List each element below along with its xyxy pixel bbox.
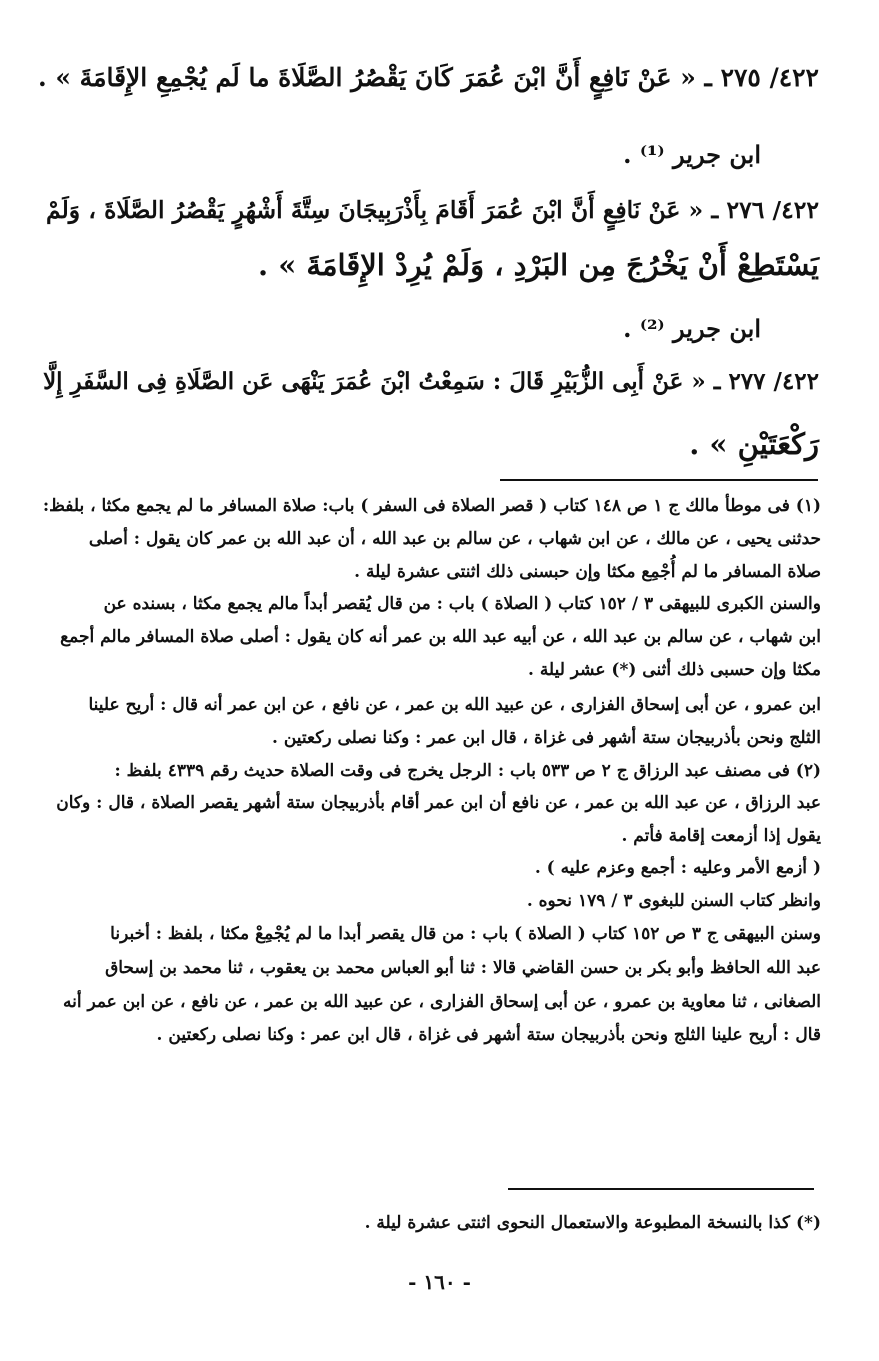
- footnote-line-13: وانظر كتاب السنن للبغوى ٣ / ١٧٩ نحوه .: [526, 891, 821, 911]
- footnote-line-12: ( أزمع الأمر وعليه : أجمع وعزم عليه ) .: [534, 858, 821, 878]
- footnote-line-8: الثلج ونحن بأذربيجان ستة أشهر فى غزاة ، قال ابن عمر : وكنا نصلى ركعتين .: [272, 728, 821, 748]
- hadith-275-source: ابن جرير ⁽¹⁾ .: [623, 140, 761, 169]
- hadith-277-line-1: ٤٢٢/ ٢٧٧ ـ « عَنْ أَبِى الزُّبَيْرِ قَالَ : سَمِعْتُ ابْنَ عُمَرَ يَنْهَى عَن الصَّلَاةِ فِى السَّفَرِ إِلَّا: [43, 368, 819, 395]
- editor-note-separator: [508, 1188, 814, 1190]
- footnote-line-4: والسنن الكبرى للبيهقى ٣ / ١٥٢ كتاب ( الصلاة ) باب : من قال يُقصر أبداً مالم يجمع مكثا ، بسنده عن: [103, 594, 821, 614]
- editor-note: (*) كذا بالنسخة المطبوعة والاستعمال النحوى اثنتى عشرة ليلة .: [364, 1213, 821, 1233]
- footnote-line-6: مكثا وإن حسبى ذلك أثنى (*) عشر ليلة .: [527, 660, 821, 680]
- footnote-line-7: ابن عمرو ، عن أبى إسحاق الفزارى ، عن عبيد الله بن عمر ، عن نافع ، عن ابن عمر أنه قال : أريح علينا: [88, 695, 821, 715]
- hadith-277-line-2: رَكْعَتَيْنِ » .: [689, 427, 819, 461]
- footnote-line-3: صلاة المسافر ما لم أُجْمِع مكثا وإن حبسنى ذلك اثنتى عشرة ليلة .: [354, 562, 821, 582]
- hadith-276-source: ابن جرير ⁽²⁾ .: [623, 314, 761, 343]
- footnote-line-5: ابن شهاب ، عن سالم بن عبد الله ، عن أبيه عبد الله بن عمر أنه كان يقول : أصلى صلاة المسافر مالم أجمع: [60, 627, 821, 647]
- footnote-line-10: عبد الرزاق ، عن عبد الله بن عمر ، عن نافع أن ابن عمر أقام بأذربيجان ستة أشهر يقصر الصلاة ، قال : وكان: [56, 793, 821, 813]
- footnote-line-15: عبد الله الحافظ وأبو بكر بن حسن القاضي قالا : ثنا أبو العباس محمد بن يعقوب ، ثنا محمد بن إسحاق: [105, 958, 821, 978]
- hadith-276-line-1: ٤٢٢/ ٢٧٦ ـ « عَنْ نَافِعٍ أَنَّ ابْنَ عُمَرَ أَقَامَ بِأَذْرَبِيجَانَ سِتَّةَ أَشْهُرٍ يَقْصُرُ الصَّلَاةَ ، وَلَمْ: [46, 196, 819, 224]
- hadith-275-line-1: ٤٢٢/ ٢٧٥ ـ « عَنْ نَافِعٍ أَنَّ ابْنَ عُمَرَ كَانَ يَقْصُرُ الصَّلَاةَ ما لَم يُجْمِعِ الإِقَامَةَ » .: [37, 63, 819, 92]
- footnote-line-11: يقول إذا أزمعت إقامة فأتم .: [621, 826, 821, 846]
- footnote-line-17: قال : أريح علينا الثلج ونحن بأذربيجان ستة أشهر فى غزاة ، قال ابن عمر : وكنا نصلى ركعتين .: [156, 1025, 821, 1045]
- hadith-276-line-2: يَسْتَطِعْ أَنْ يَخْرُجَ مِن البَرْدِ ، وَلَمْ يُرِدْ الإِقَامَةَ » .: [258, 248, 819, 282]
- footnote-line-2: حدثنى يحيى ، عن مالك ، عن ابن شهاب ، عن سالم بن عبد الله ، أن عبد الله بن عمر كان يقول : أصلى: [88, 529, 821, 549]
- footnote-line-14: وسنن البيهقى ج ٣ ص ١٥٢ كتاب ( الصلاة ) باب : من قال يقصر أبدا ما لم يُجْمِعْ مكثا ، بلفظ : أخبرنا: [110, 924, 821, 944]
- page-number: - ١٦٠ -: [408, 1270, 471, 1294]
- footnote-line-1: (١) فى موطأ مالك ج ١ ص ١٤٨ كتاب ( قصر الصلاة فى السفر ) باب: صلاة المسافر ما لم يجمع مكثا ، بلفظ:: [42, 496, 821, 516]
- footnote-line-9: (٢) فى مصنف عبد الرزاق ج ٢ ص ٥٣٣ باب : الرجل يخرج فى وقت الصلاة حديث رقم ٤٣٣٩ بلفظ :: [114, 761, 821, 781]
- footnote-separator: [500, 479, 818, 481]
- footnote-line-16: الصغانى ، ثنا معاوية بن عمرو ، عن أبى إسحاق الفزارى ، عن عبيد الله بن عمر ، عن نافع ، عن ابن عمر أنه: [62, 992, 821, 1012]
